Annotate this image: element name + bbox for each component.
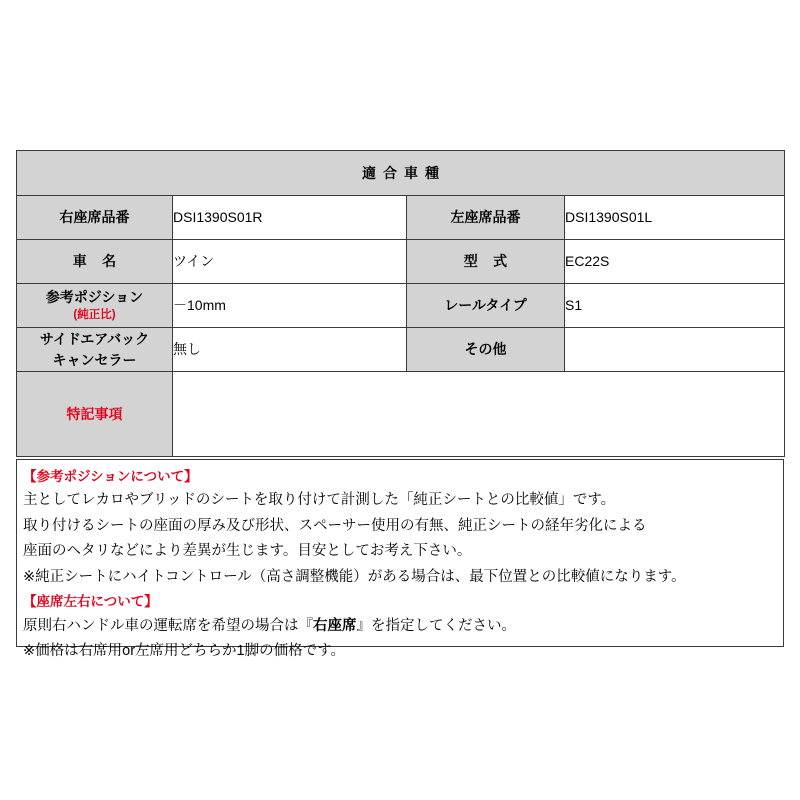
side-airbag-canceller-label: [17, 328, 173, 372]
table-row: [17, 240, 785, 284]
reference-position-label-sub: (純正比): [73, 308, 116, 321]
footnote-line: 座面のヘタリなどにより差異が生じます。目安としてお考え下さい。: [23, 543, 472, 560]
model-code-label: 型式: [407, 240, 565, 284]
footnote-heading-reference-position: 【参考ポジションについて】: [23, 469, 198, 484]
left-seat-part-number-value: DSI1390S01L: [565, 196, 785, 240]
footnote-line: ※価格は右席用or左席用どちらか1脚の価格です。: [23, 643, 345, 660]
table-title-row: [17, 151, 785, 196]
vehicle-name-value: ツイン: [173, 240, 407, 284]
special-notes-label: 特記事項: [17, 372, 173, 457]
special-notes-row: [17, 372, 785, 457]
footnote-text-after: 』を指定してください。: [356, 617, 516, 634]
footnote-line: 主としてレカロやブリッドのシートを取り付けて計測した「純正シートとの比較値」です。: [23, 492, 616, 509]
left-seat-part-number-label: 左座席品番: [407, 196, 565, 240]
side-airbag-canceller-label-line2: キャンセラー: [52, 351, 137, 368]
rail-type-value: S1: [565, 284, 785, 328]
rail-type-label: レールタイプ: [407, 284, 565, 328]
special-notes-value: [173, 372, 785, 457]
model-code-value: EC22S: [565, 240, 785, 284]
footnote-line-seat-side: [23, 614, 777, 640]
footnote-text-emphasis: 右座席: [313, 617, 357, 634]
footnote-heading-seat-side: 【座席左右について】: [23, 594, 158, 610]
footnote-line: 取り付けるシートの座面の厚み及び形状、スペーサー使用の有無、純正シートの経年劣化による: [23, 517, 647, 534]
reference-position-label: [17, 284, 173, 328]
side-airbag-canceller-label-line1: サイドエアバック: [39, 330, 150, 347]
table-row: [17, 328, 785, 372]
footnote-text-before: 原則右ハンドル車の運転席を希望の場合は『: [23, 617, 313, 634]
other-value: [565, 328, 785, 372]
footnotes-box: [16, 459, 784, 660]
compatibility-table: [16, 150, 785, 457]
right-seat-part-number-label: 右座席品番: [17, 196, 173, 240]
right-seat-part-number-value: DSI1390S01R: [173, 196, 407, 240]
side-airbag-canceller-value: 無し: [173, 328, 407, 372]
reference-position-label-main: 参考ポジション: [45, 288, 144, 305]
table-row: [17, 196, 785, 240]
reference-position-value: －10mm: [173, 284, 407, 328]
footnote-line: ※純正シートにハイトコントロール（高さ調整機能）がある場合は、最下位置との比較値になります。: [23, 568, 686, 585]
page-title: 適合車種: [17, 151, 785, 196]
table-row: [17, 284, 785, 328]
other-label: その他: [407, 328, 565, 372]
vehicle-name-label: 車名: [17, 240, 173, 284]
